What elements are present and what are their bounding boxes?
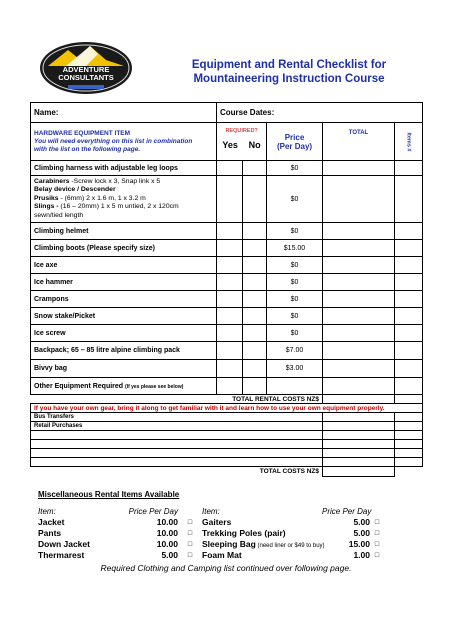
item-price: $0: [267, 291, 323, 308]
item-price: $0: [267, 223, 323, 240]
item-price: $0: [267, 274, 323, 291]
misc-item-name: Sleeping Bag: [202, 539, 256, 549]
retail-purchases-spare: [395, 422, 423, 431]
misc-rentals-section: [38, 490, 408, 560]
misc-item-name: Trekking Poles (pair): [202, 528, 286, 538]
no-cell[interactable]: [243, 360, 267, 378]
item-label: Climbing boots (Please specify size): [31, 240, 217, 257]
prusiks-detail: - (6mm) 2 x 1.6 m, 1 x 3.2 m: [58, 194, 146, 202]
slings-detail: (16 – 20mm) 1 x 5 m untied, 2 x 120cm: [58, 203, 179, 211]
item-row: [31, 161, 423, 176]
title-line-1: Equipment and Rental Checklist for: [191, 59, 387, 71]
items-cell[interactable]: [395, 223, 423, 240]
no-cell[interactable]: [243, 176, 267, 223]
no-cell[interactable]: [243, 161, 267, 176]
blank-row: [31, 440, 423, 449]
checklist-table: [30, 102, 423, 477]
total-cell[interactable]: [323, 257, 395, 274]
misc-item-price: 10.00: [156, 528, 178, 538]
title-line-2: Mountaineering Instruction Course: [193, 73, 385, 85]
items-cell[interactable]: [395, 342, 423, 360]
checkbox-icon[interactable]: □: [374, 529, 380, 537]
no-cell[interactable]: [243, 342, 267, 360]
blank-cell[interactable]: [31, 458, 323, 467]
misc-rentals-grid: [38, 507, 408, 560]
slings-label: Slings -: [34, 203, 59, 211]
item-label: Backpack; 65 – 85 litre alpine climbing pack: [31, 342, 217, 360]
bus-transfers-label: Bus Transfers: [31, 413, 323, 422]
price-label: Price: [284, 132, 305, 142]
blank-total[interactable]: [323, 431, 395, 440]
yes-cell[interactable]: [217, 342, 243, 360]
price-column-header-right: Price Per Day: [322, 507, 372, 516]
misc-item-note: (need liner or $49 to buy): [255, 543, 325, 549]
item-label: Snow stake/Picket: [31, 308, 217, 325]
item-price: $0: [267, 325, 323, 342]
header-row: [31, 123, 423, 161]
no-cell[interactable]: [243, 308, 267, 325]
footer-note: Required Clothing and Camping list continued over following page.: [100, 563, 352, 573]
blank-cell[interactable]: [31, 449, 323, 458]
yes-cell[interactable]: [217, 161, 243, 176]
item-row: [31, 274, 423, 291]
blank-total[interactable]: [323, 440, 395, 449]
hardware-set-label: [31, 176, 217, 223]
total-cell[interactable]: [323, 223, 395, 240]
yes-cell[interactable]: [217, 176, 243, 223]
hardware-title: HARDWARE EQUIPMENT ITEM: [34, 129, 131, 137]
items-cell[interactable]: [395, 161, 423, 176]
total-header: TOTAL: [323, 123, 395, 161]
checkbox-icon[interactable]: □: [374, 518, 380, 526]
item-label: Ice screw: [31, 325, 217, 342]
bus-transfers-row: [31, 413, 423, 422]
item-label: Climbing helmet: [31, 223, 217, 240]
misc-item-name: Jacket: [38, 517, 65, 527]
items-cell[interactable]: [395, 291, 423, 308]
logo-line-2: CONSULTANTS: [58, 73, 114, 82]
no-header: No: [248, 140, 261, 150]
blank-spare: [395, 431, 423, 440]
grand-total-row: [31, 467, 423, 477]
items-cell[interactable]: [395, 378, 423, 395]
misc-item-name: Thermarest: [38, 550, 85, 560]
no-cell[interactable]: [243, 325, 267, 342]
item-label: Bivvy bag: [31, 360, 217, 378]
no-cell[interactable]: [243, 257, 267, 274]
grand-total-spare: [395, 467, 423, 477]
other-equipment-row: [31, 378, 423, 395]
total-cell[interactable]: [323, 176, 395, 223]
items-cell[interactable]: [395, 308, 423, 325]
blank-spare: [395, 458, 423, 467]
misc-item-price: 5.00: [353, 528, 370, 538]
rental-total-row: [31, 395, 423, 404]
misc-item-name: Gaiters: [202, 517, 232, 527]
item-price: $15.00: [267, 240, 323, 257]
misc-item-price: 10.00: [156, 539, 178, 549]
other-equipment-label: [31, 378, 217, 395]
items-cell[interactable]: [395, 274, 423, 291]
items-cell[interactable]: [395, 240, 423, 257]
per-day-label: (Per Day): [276, 141, 313, 151]
hardware-note-2: with the list on the following page.: [34, 145, 141, 153]
own-gear-note: If you have your own gear, bring it along to get familiar with it and learn how to use your own equipment properly.: [31, 404, 423, 413]
slings-detail-2: sewn/tied length: [34, 211, 84, 219]
blank-row: [31, 449, 423, 458]
no-cell[interactable]: [243, 223, 267, 240]
total-cell[interactable]: [323, 342, 395, 360]
no-cell[interactable]: [243, 378, 267, 395]
misc-item-name: Foam Mat: [202, 550, 242, 560]
blank-spare: [395, 449, 423, 458]
total-cell[interactable]: [323, 378, 395, 395]
total-cell[interactable]: [323, 308, 395, 325]
grand-total-label: TOTAL COSTS NZ$: [31, 467, 323, 477]
no-cell[interactable]: [243, 291, 267, 308]
total-cell[interactable]: [323, 325, 395, 342]
grand-total-value[interactable]: [323, 467, 395, 477]
checkbox-icon[interactable]: □: [374, 540, 380, 548]
item-price: $3.00: [267, 360, 323, 378]
item-label: Ice hammer: [31, 274, 217, 291]
checkbox-icon[interactable]: □: [187, 529, 193, 537]
total-cell[interactable]: [323, 291, 395, 308]
yes-cell[interactable]: [217, 240, 243, 257]
items-cell[interactable]: [395, 176, 423, 223]
item-price: $0: [267, 176, 323, 223]
no-cell[interactable]: [243, 274, 267, 291]
item-price: $0: [267, 308, 323, 325]
item-row: [31, 325, 423, 342]
item-row: [31, 223, 423, 240]
items-header: [395, 123, 423, 161]
carabiners-label: Carabiners: [34, 177, 70, 185]
blank-row: [31, 458, 423, 467]
own-gear-note-row: [31, 404, 423, 413]
misc-item-price: 1.00: [353, 550, 370, 560]
rental-total-spare: [395, 395, 423, 404]
item-label: Climbing harness with adjustable leg loops: [31, 161, 217, 176]
retail-purchases-label: Retail Purchases: [31, 422, 323, 431]
price-column-header: Price Per Day: [128, 507, 178, 516]
total-cell[interactable]: [323, 274, 395, 291]
misc-item-price: 5.00: [353, 517, 370, 527]
yes-cell[interactable]: [217, 274, 243, 291]
yes-cell[interactable]: [217, 308, 243, 325]
logo-text: [38, 66, 134, 82]
retail-purchases-total[interactable]: [323, 422, 395, 431]
item-row: [31, 342, 423, 360]
item-price: $0: [267, 257, 323, 274]
carabiners-detail: -Screw lock x 3, Snap link x 5: [69, 177, 161, 185]
bus-transfers-total[interactable]: [323, 413, 395, 422]
item-price: $0: [267, 161, 323, 176]
items-cell[interactable]: [395, 325, 423, 342]
name-row: [31, 103, 423, 123]
page-title: [150, 58, 428, 86]
misc-rentals-title: Miscellaneous Rental Items Available: [38, 490, 180, 499]
item-label: Ice axe: [31, 257, 217, 274]
hardware-header: [31, 123, 217, 161]
checkbox-icon[interactable]: □: [187, 518, 193, 526]
item-price: $7.00: [267, 342, 323, 360]
yes-cell[interactable]: [217, 257, 243, 274]
blank-total[interactable]: [323, 449, 395, 458]
rental-total-label: TOTAL RENTAL COSTS NZ$: [31, 395, 323, 404]
items-cell[interactable]: [395, 360, 423, 378]
item-row: [31, 291, 423, 308]
rental-total-value[interactable]: [323, 395, 395, 404]
prusiks-label: Prusiks: [34, 194, 59, 202]
bus-transfers-spare: [395, 413, 423, 422]
yes-cell[interactable]: [217, 378, 243, 395]
misc-item-price: 15.00: [348, 539, 370, 549]
required-header: [217, 123, 267, 161]
blank-spare: [395, 440, 423, 449]
yes-header: Yes: [222, 140, 238, 150]
item-label: Crampons: [31, 291, 217, 308]
item-column-header-right: Item:: [202, 507, 220, 516]
total-cell[interactable]: [323, 360, 395, 378]
name-field[interactable]: Name:: [31, 103, 217, 123]
blank-total[interactable]: [323, 458, 395, 467]
logo-line-1: ADVENTURE: [62, 65, 110, 74]
blank-cell[interactable]: [31, 431, 323, 440]
company-logo: [38, 40, 134, 96]
misc-item-price: 5.00: [161, 550, 178, 560]
no-cell[interactable]: [243, 240, 267, 257]
misc-item-name: Down Jacket: [38, 539, 90, 549]
misc-item-price: 10.00: [156, 517, 178, 527]
item-row: [31, 360, 423, 378]
required-label: REQUIRED?: [225, 128, 258, 134]
items-label: Items #: [405, 132, 412, 151]
total-cell[interactable]: [323, 161, 395, 176]
hardware-note-1: You will need everything on this list in combination: [34, 137, 193, 145]
yes-cell[interactable]: [217, 325, 243, 342]
blank-row: [31, 431, 423, 440]
yes-cell[interactable]: [217, 291, 243, 308]
course-dates-field[interactable]: Course Dates:: [217, 103, 423, 123]
belay-label: Belay device / Descender: [34, 186, 116, 194]
other-equipment-note: (If yes please see below): [125, 383, 184, 390]
yes-cell[interactable]: [217, 223, 243, 240]
item-row: [31, 240, 423, 257]
price-cell: [267, 378, 323, 395]
item-row: [31, 257, 423, 274]
blank-cell[interactable]: [31, 440, 323, 449]
misc-item-name: Pants: [38, 528, 62, 538]
item-row: [31, 308, 423, 325]
price-header: [267, 123, 323, 161]
items-cell[interactable]: [395, 257, 423, 274]
other-equipment-text: Other Equipment Required: [34, 382, 124, 390]
checkbox-icon[interactable]: □: [187, 540, 193, 548]
total-cell[interactable]: [323, 240, 395, 257]
item-column-header: Item:: [38, 507, 56, 516]
item-row-hardware-set: [31, 176, 423, 223]
misc-item-name-with-note: [202, 539, 325, 549]
retail-purchases-row: [31, 422, 423, 431]
checkbox-icon[interactable]: □: [374, 551, 380, 559]
checkbox-icon[interactable]: □: [187, 551, 193, 559]
yes-cell[interactable]: [217, 360, 243, 378]
